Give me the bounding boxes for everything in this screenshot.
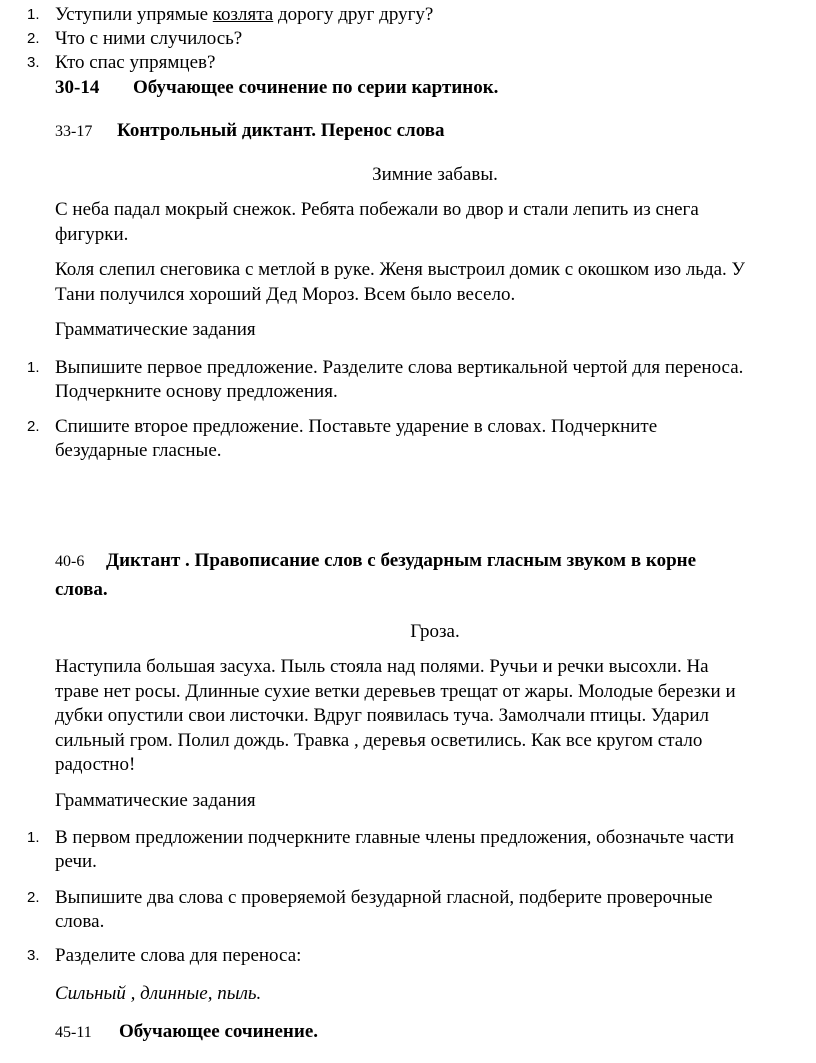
question-3: Кто спас упрямцев? — [55, 52, 216, 73]
task-line: речи. — [55, 851, 97, 872]
lesson-40-code: 40-6 — [55, 553, 85, 570]
lesson-45-code: 45-11 — [55, 1024, 92, 1041]
question-1-underlined-word: козлята — [212, 4, 274, 25]
lesson-30-title: Обучающее сочинение по серии картинок. — [133, 77, 499, 98]
storm-task-2-text — [55, 886, 713, 934]
task-line: слова. — [55, 911, 105, 932]
storm-task-3-number: 3. — [27, 947, 40, 964]
task-line: безударные гласные. — [55, 440, 222, 461]
question-2: Что с ними случилось? — [55, 28, 243, 49]
storm-task-2-number: 2. — [27, 889, 40, 906]
task-1-number: 1. — [27, 359, 40, 376]
paragraph-line: Коля слепил снеговика с метлой в руке. Женя выстроил домик с окошком изо льда. У — [55, 259, 746, 280]
storm-task-1-text — [55, 826, 734, 874]
question-1-text-end: дорогу друг другу? — [273, 4, 434, 25]
paragraph-line: радостно! — [55, 754, 136, 775]
paragraph-line: дубки опустили свои листочки. Вдруг появилась туча. Замолчали птицы. Ударил — [55, 705, 710, 726]
question-1 — [55, 3, 433, 26]
winter-fun-paragraph-2 — [55, 258, 745, 307]
winter-fun-title: Зимние забавы. — [372, 164, 498, 185]
question-3-number: 3. — [27, 54, 40, 71]
question-2-number: 2. — [27, 30, 40, 47]
grammar-tasks-heading-2: Грамматические задания — [55, 790, 256, 811]
task-1-text — [55, 356, 743, 404]
storm-title: Гроза. — [410, 621, 460, 642]
paragraph-line: сильный гром. Полил дождь. Травка , деревья осветились. Как все кругом стало — [55, 729, 703, 751]
storm-task-3-text — [55, 944, 301, 968]
task-line: Выпишите первое предложение. Разделите слова вертикальной чертой для переноса. — [55, 357, 744, 378]
task-line: Выпишите два слова с проверяемой безударной гласной, подберите проверочные — [55, 887, 713, 908]
task-line: Спишите второе предложение. Поставьте ударение в словах. Подчеркните — [55, 416, 658, 437]
grammar-tasks-heading-1: Грамматические задания — [55, 319, 256, 340]
task-line: Подчеркните основу предложения. — [55, 381, 338, 402]
storm-task-1-number: 1. — [27, 829, 40, 846]
lesson-33-code: 33-17 — [55, 123, 93, 140]
task-2-text — [55, 415, 657, 463]
paragraph-line: траве нет росы. Длинные сухие ветки деревьев трещат от жары. Молодые березки и — [55, 680, 736, 702]
lesson-40-title-line-2: слова. — [55, 579, 108, 600]
lesson-30-code: 30-14 — [55, 77, 100, 98]
paragraph-line: С неба падал мокрый снежок. Ребята побежали во двор и стали лепить из снега — [55, 199, 699, 220]
lesson-40-title-line-1: Диктант . Правописание слов с безударным гласным звуком в корне — [106, 550, 697, 571]
task-line: Разделите слова для переноса: — [55, 945, 302, 966]
task-2-number: 2. — [27, 418, 40, 435]
question-1-text-start: Уступили упрямые — [55, 4, 213, 25]
lesson-33-title: Контрольный диктант. Перенос слова — [117, 120, 445, 141]
task-line: В первом предложении подчеркните главные члены предложения, обозначьте части — [55, 827, 734, 848]
winter-fun-paragraph-1 — [55, 198, 699, 247]
paragraph-line: Тани получился хороший Дед Мороз. Всем было весело. — [55, 283, 516, 305]
question-1-number: 1. — [27, 6, 40, 23]
example-words: Сильный , длинные, пыль. — [55, 983, 262, 1004]
paragraph-line: Наступила большая засуха. Пыль стояла над полями. Ручьи и речки высохли. На — [55, 656, 709, 677]
paragraph-line: фигурки. — [55, 223, 129, 245]
lesson-45-title: Обучающее сочинение. — [119, 1021, 319, 1042]
storm-paragraph — [55, 655, 736, 778]
